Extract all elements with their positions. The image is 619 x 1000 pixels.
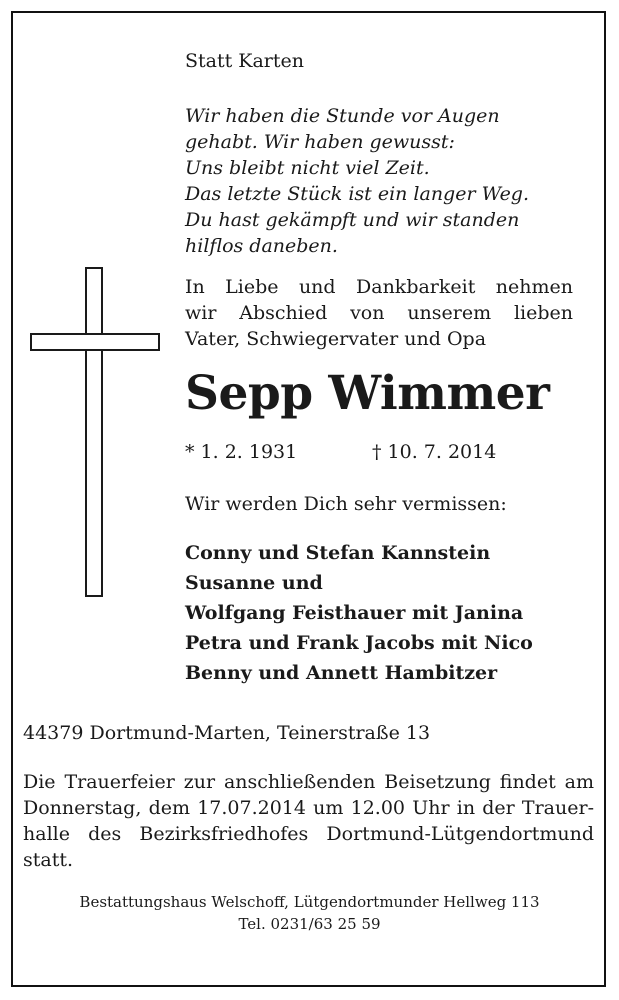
dedication xyxy=(185,274,573,352)
cross-icon xyxy=(30,267,160,597)
family-member: Susanne und xyxy=(185,572,323,594)
poem-line: Uns bleibt nicht viel Zeit. xyxy=(185,157,430,179)
poem xyxy=(185,103,529,259)
ceremony-line: Donnerstag, dem 17.07.2014 um 12.00 Uhr in der Trauer- xyxy=(23,797,594,819)
address: 44379 Dortmund-Marten, Teinerstraße 13 xyxy=(23,722,431,744)
death-date: † 10. 7. 2014 xyxy=(372,441,497,463)
ceremony-line: Die Trauerfeier zur anschließenden Beisetzung findet am xyxy=(23,771,594,793)
ceremony-notice xyxy=(23,769,594,873)
miss-text: Wir werden Dich sehr vermissen: xyxy=(185,493,507,515)
dedication-line: Vater, Schwiegervater und Opa xyxy=(185,328,487,350)
deceased-name: Sepp Wimmer xyxy=(185,366,550,421)
poem-line: Das letzte Stück ist ein langer Weg. xyxy=(185,183,530,205)
family-member: Conny und Stefan Kannstein xyxy=(185,542,491,564)
birth-date: * 1. 2. 1931 xyxy=(185,441,298,463)
funeral-home-phone: Tel. 0231/63 25 59 xyxy=(238,915,381,933)
poem-line: Wir haben die Stunde vor Augen xyxy=(185,105,500,127)
dedication-line: wir Abschied von unserem lieben xyxy=(185,302,573,324)
ceremony-line: statt. xyxy=(23,849,74,871)
family-member: Petra und Frank Jacobs mit Nico xyxy=(185,632,533,654)
family-member: Benny und Annett Hambitzer xyxy=(185,662,498,684)
dedication-line: In Liebe und Dankbarkeit nehmen xyxy=(185,276,573,298)
poem-line: gehabt. Wir haben gewusst: xyxy=(185,131,455,153)
family-list xyxy=(185,538,533,688)
poem-line: hilflos daneben. xyxy=(185,235,338,257)
funeral-home: Bestattungshaus Welschoff, Lütgendortmunder Hellweg 113 xyxy=(79,893,540,911)
intro-text: Statt Karten xyxy=(185,50,305,72)
ceremony-line: halle des Bezirksfriedhofes Dortmund-Lütgendortmund xyxy=(23,823,594,845)
poem-line: Du hast gekämpft und wir standen xyxy=(185,209,520,231)
family-member: Wolfgang Feisthauer mit Janina xyxy=(185,602,524,624)
